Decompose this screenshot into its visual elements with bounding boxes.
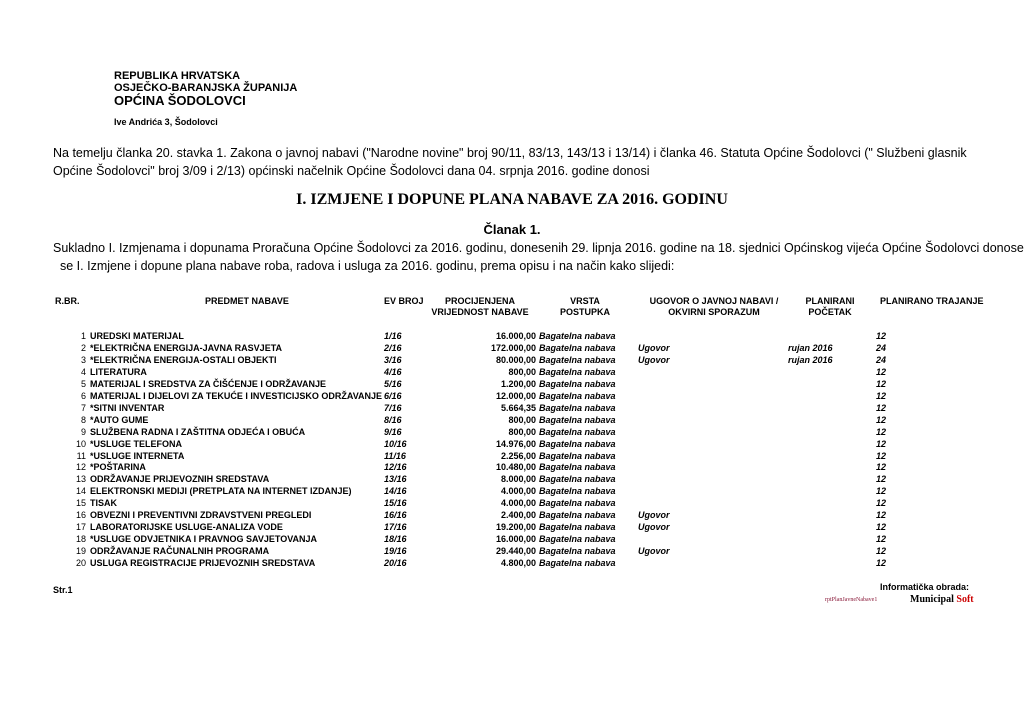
row-contract: Ugovor xyxy=(638,522,670,533)
row-number: 2 xyxy=(80,342,86,353)
col-header-vrsta-2: POSTUPKA xyxy=(559,307,610,317)
row-value: 5.664,35 xyxy=(500,402,536,413)
row-ev-number: 18/16 xyxy=(384,534,407,545)
row-start: rujan 2016 xyxy=(788,354,833,365)
row-subject: *SITNI INVENTAR xyxy=(90,402,165,413)
article-heading: Članak 1. xyxy=(483,222,541,237)
table-row xyxy=(0,414,1024,426)
row-number: 17 xyxy=(75,522,86,533)
row-procedure: Bagatelna nabava xyxy=(539,558,616,569)
row-procedure: Bagatelna nabava xyxy=(539,510,616,521)
row-number: 5 xyxy=(80,378,86,389)
row-ev-number: 9/16 xyxy=(384,426,402,437)
row-ev-number: 8/16 xyxy=(384,414,402,425)
table-row xyxy=(0,426,1024,438)
col-header-ev: EV BROJ xyxy=(384,296,424,306)
row-procedure: Bagatelna nabava xyxy=(539,414,616,425)
row-duration: 12 xyxy=(876,438,887,449)
row-ev-number: 11/16 xyxy=(384,450,406,461)
row-value: 16.000,00 xyxy=(495,331,536,341)
row-number: 13 xyxy=(75,474,86,485)
row-number: 7 xyxy=(80,402,86,413)
row-ev-number: 19/16 xyxy=(384,546,407,557)
row-subject: MATERIJAL I SREDSTVA ZA ČIŠĆENJE I ODRŽAVANJE xyxy=(90,378,327,389)
row-subject: *ELEKTRIČNA ENERGIJA-OSTALI OBJEKTI xyxy=(90,354,277,365)
row-subject: *POŠTARINA xyxy=(90,462,146,473)
row-ev-number: 1/16 xyxy=(384,331,402,341)
table-row xyxy=(0,497,1024,509)
row-procedure: Bagatelna nabava xyxy=(539,331,616,341)
intro-line-2: Općine Šodolovci" broj 3/09 i 2/13) općinski načelnik Općine Šodolovci dana 04. srpnja 2016. godine donosi xyxy=(53,164,650,178)
row-value: 10.480,00 xyxy=(495,462,536,473)
col-header-pocetak xyxy=(800,296,860,318)
row-ev-number: 15/16 xyxy=(384,498,407,509)
row-subject: MATERIJAL I DIJELOVI ZA TEKUĆE I INVESTICIJSKO ODRŽAVANJE xyxy=(90,390,383,401)
table-row xyxy=(0,438,1024,450)
header-line-1: REPUBLIKA HRVATSKA xyxy=(114,70,241,82)
row-subject: ODRŽAVANJE PRIJEVOZNIH SREDSTAVA xyxy=(90,474,270,485)
header-address: Ive Andrića 3, Šodolovci xyxy=(114,117,218,127)
row-value: 1.200,00 xyxy=(500,378,536,389)
row-procedure: Bagatelna nabava xyxy=(539,498,616,509)
row-subject: ODRŽAVANJE RAČUNALNIH PROGRAMA xyxy=(90,546,270,557)
row-ev-number: 3/16 xyxy=(384,354,402,365)
row-value: 19.200,00 xyxy=(495,522,536,533)
page-title: I. IZMJENE I DOPUNE PLANA NABAVE ZA 2016. GODINU xyxy=(296,191,728,208)
table-row xyxy=(0,521,1024,533)
header-municipality: OPĆINA ŠODOLOVCI xyxy=(114,93,246,108)
row-procedure: Bagatelna nabava xyxy=(539,522,616,533)
col-header-rbr: R.BR. xyxy=(55,296,80,306)
table-row xyxy=(0,402,1024,414)
row-duration: 12 xyxy=(876,510,887,521)
row-procedure: Bagatelna nabava xyxy=(539,390,616,401)
row-procedure: Bagatelna nabava xyxy=(539,534,616,545)
row-contract: Ugovor xyxy=(638,510,670,521)
row-ev-number: 12/16 xyxy=(384,462,407,473)
row-subject: *USLUGE ODVJETNIKA I PRAVNOG SAVJETOVANJA xyxy=(90,534,318,545)
article-line-1: Sukladno I. Izmjenama i dopunama Proračuna Općine Šodolovci za 2016. godinu, donesenih 29. lipnja 2016. godine na 18. sjednici Općinskog vijeća Općine Šodolovci donose xyxy=(53,241,1024,255)
col-header-predmet: PREDMET NABAVE xyxy=(205,296,289,306)
row-ev-number: 10/16 xyxy=(384,438,407,449)
row-number: 3 xyxy=(80,354,86,365)
row-procedure: Bagatelna nabava xyxy=(539,450,616,461)
row-procedure: Bagatelna nabava xyxy=(539,342,616,353)
table-row xyxy=(0,450,1024,462)
row-duration: 12 xyxy=(876,522,887,533)
brand-logo xyxy=(910,594,974,605)
row-duration: 12 xyxy=(876,390,887,401)
row-ev-number: 16/16 xyxy=(384,510,407,521)
col-header-ugovor-2: OKVIRNI SPORAZUM xyxy=(668,307,760,317)
row-contract: Ugovor xyxy=(638,342,670,353)
page-number: Str.1 xyxy=(53,585,73,595)
table-row xyxy=(0,390,1024,402)
row-procedure: Bagatelna nabava xyxy=(539,402,616,413)
col-header-procjena-2: VRIJEDNOST NABAVE xyxy=(431,307,529,317)
row-value: 4.000,00 xyxy=(500,486,536,497)
row-duration: 12 xyxy=(876,426,887,437)
row-duration: 24 xyxy=(876,354,887,365)
row-contract: Ugovor xyxy=(638,354,670,365)
row-number: 4 xyxy=(80,366,86,377)
col-header-procjena xyxy=(430,296,530,318)
table-row xyxy=(0,533,1024,545)
row-ev-number: 4/16 xyxy=(384,366,402,377)
row-subject: ELEKTRONSKI MEDIJI (PRETPLATA NA INTERNET IZDANJE) xyxy=(90,486,352,497)
row-duration: 12 xyxy=(876,450,887,461)
row-subject: SLUŽBENA RADNA I ZAŠTITNA ODJEĆA I OBUĆA xyxy=(90,426,306,437)
row-number: 10 xyxy=(75,438,86,449)
table-row xyxy=(0,378,1024,390)
row-number: 8 xyxy=(80,414,86,425)
row-duration: 12 xyxy=(876,402,887,413)
table-row xyxy=(0,461,1024,473)
row-ev-number: 6/16 xyxy=(384,390,402,401)
row-ev-number: 7/16 xyxy=(384,402,402,413)
row-procedure: Bagatelna nabava xyxy=(539,354,616,365)
row-procedure: Bagatelna nabava xyxy=(539,426,616,437)
table-row xyxy=(0,545,1024,557)
row-number: 12 xyxy=(75,462,86,473)
brand-soft: Soft xyxy=(956,594,974,605)
row-value: 12.000,00 xyxy=(495,390,536,401)
row-subject: USLUGA REGISTRACIJE PRIJEVOZNIH SREDSTAVA xyxy=(90,558,316,569)
table-row xyxy=(0,557,1024,569)
row-value: 29.440,00 xyxy=(495,546,536,557)
row-value: 4.000,00 xyxy=(500,498,536,509)
row-duration: 12 xyxy=(876,462,887,473)
row-number: 1 xyxy=(80,331,86,341)
row-value: 800,00 xyxy=(508,426,536,437)
article-line-2: se I. Izmjene i dopune plana nabave roba, radova i usluga za 2016. godinu, prema opisu i na način kako slijedi: xyxy=(60,259,675,273)
row-value: 800,00 xyxy=(508,366,536,377)
col-header-pocetak-1: PLANIRANI xyxy=(805,296,855,306)
intro-line-1: Na temelju članka 20. stavka 1. Zakona o javnoj nabavi ("Narodne novine" broj 90/11, 83/13, 143/13 i 13/14) i članka 46. Statuta Općine Šodolovci (" Službeni glasnik xyxy=(53,146,967,160)
table-row xyxy=(0,485,1024,497)
row-subject: *ELEKTRIČNA ENERGIJA-JAVNA RASVJETA xyxy=(90,342,283,353)
row-number: 11 xyxy=(76,450,86,461)
row-value: 4.800,00 xyxy=(500,558,536,569)
row-subject: UREDSKI MATERIJAL xyxy=(90,331,184,341)
table-row xyxy=(0,473,1024,485)
row-subject: TISAK xyxy=(90,498,117,509)
row-value: 16.000,00 xyxy=(495,534,536,545)
row-number: 20 xyxy=(75,558,86,569)
row-procedure: Bagatelna nabava xyxy=(539,546,616,557)
report-name: rptPlanJavneNabave1 xyxy=(825,597,878,603)
row-procedure: Bagatelna nabava xyxy=(539,366,616,377)
row-duration: 24 xyxy=(876,342,887,353)
col-header-trajanje: PLANIRANO TRAJANJE xyxy=(880,296,984,306)
row-value: 172.000,00 xyxy=(490,342,536,353)
row-value: 8.000,00 xyxy=(500,474,536,485)
row-number: 19 xyxy=(75,546,86,557)
row-value: 80.000,00 xyxy=(495,354,536,365)
table-row xyxy=(0,354,1024,366)
table-row xyxy=(0,509,1024,521)
row-duration: 12 xyxy=(876,331,887,341)
col-header-ugovor xyxy=(644,296,784,318)
col-header-ugovor-1: UGOVOR O JAVNOJ NABAVI / xyxy=(649,296,779,306)
row-value: 2.256,00 xyxy=(500,450,536,461)
table-row xyxy=(0,342,1024,354)
header-line-2: OSJEČKO-BARANJSKA ŽUPANIJA xyxy=(114,82,298,94)
col-header-vrsta xyxy=(555,296,615,318)
row-ev-number: 17/16 xyxy=(384,522,407,533)
row-start: rujan 2016 xyxy=(788,342,833,353)
row-number: 16 xyxy=(75,510,86,521)
row-procedure: Bagatelna nabava xyxy=(539,486,616,497)
row-number: 6 xyxy=(80,390,86,401)
row-contract: Ugovor xyxy=(638,546,670,557)
row-ev-number: 2/16 xyxy=(384,342,402,353)
row-duration: 12 xyxy=(876,366,887,377)
row-procedure: Bagatelna nabava xyxy=(539,438,616,449)
row-ev-number: 14/16 xyxy=(384,486,407,497)
row-ev-number: 13/16 xyxy=(384,474,407,485)
row-subject: *AUTO GUME xyxy=(90,414,149,425)
row-procedure: Bagatelna nabava xyxy=(539,378,616,389)
row-procedure: Bagatelna nabava xyxy=(539,462,616,473)
row-procedure: Bagatelna nabava xyxy=(539,474,616,485)
row-duration: 12 xyxy=(876,414,887,425)
row-duration: 12 xyxy=(876,546,887,557)
row-duration: 12 xyxy=(876,498,887,509)
row-duration: 12 xyxy=(876,378,887,389)
row-value: 14.976,00 xyxy=(495,438,536,449)
col-header-pocetak-2: POČETAK xyxy=(808,307,852,317)
row-ev-number: 20/16 xyxy=(384,558,407,569)
row-number: 18 xyxy=(75,534,86,545)
row-value: 2.400,00 xyxy=(500,510,536,521)
row-subject: *USLUGE INTERNETA xyxy=(90,450,185,461)
table-row xyxy=(0,330,1024,342)
row-duration: 12 xyxy=(876,474,887,485)
row-subject: OBVEZNI I PREVENTIVNI ZDRAVSTVENI PREGLEDI xyxy=(90,510,312,521)
col-header-vrsta-1: VRSTA xyxy=(570,296,600,306)
row-duration: 12 xyxy=(876,486,887,497)
info-label: Informatička obrada: xyxy=(880,582,970,592)
row-duration: 12 xyxy=(876,534,887,545)
row-duration: 12 xyxy=(876,558,887,569)
row-number: 9 xyxy=(80,426,86,437)
brand-municipal: Municipal xyxy=(910,594,954,605)
row-number: 15 xyxy=(75,498,86,509)
col-header-procjena-1: PROCIJENJENA xyxy=(444,296,516,306)
row-value: 800,00 xyxy=(508,414,536,425)
row-ev-number: 5/16 xyxy=(384,378,402,389)
row-subject: *USLUGE TELEFONA xyxy=(90,438,183,449)
row-subject: LABORATORIJSKE USLUGE-ANALIZA VODE xyxy=(90,522,283,533)
row-subject: LITERATURA xyxy=(90,366,147,377)
row-number: 14 xyxy=(75,486,86,497)
table-row xyxy=(0,366,1024,378)
